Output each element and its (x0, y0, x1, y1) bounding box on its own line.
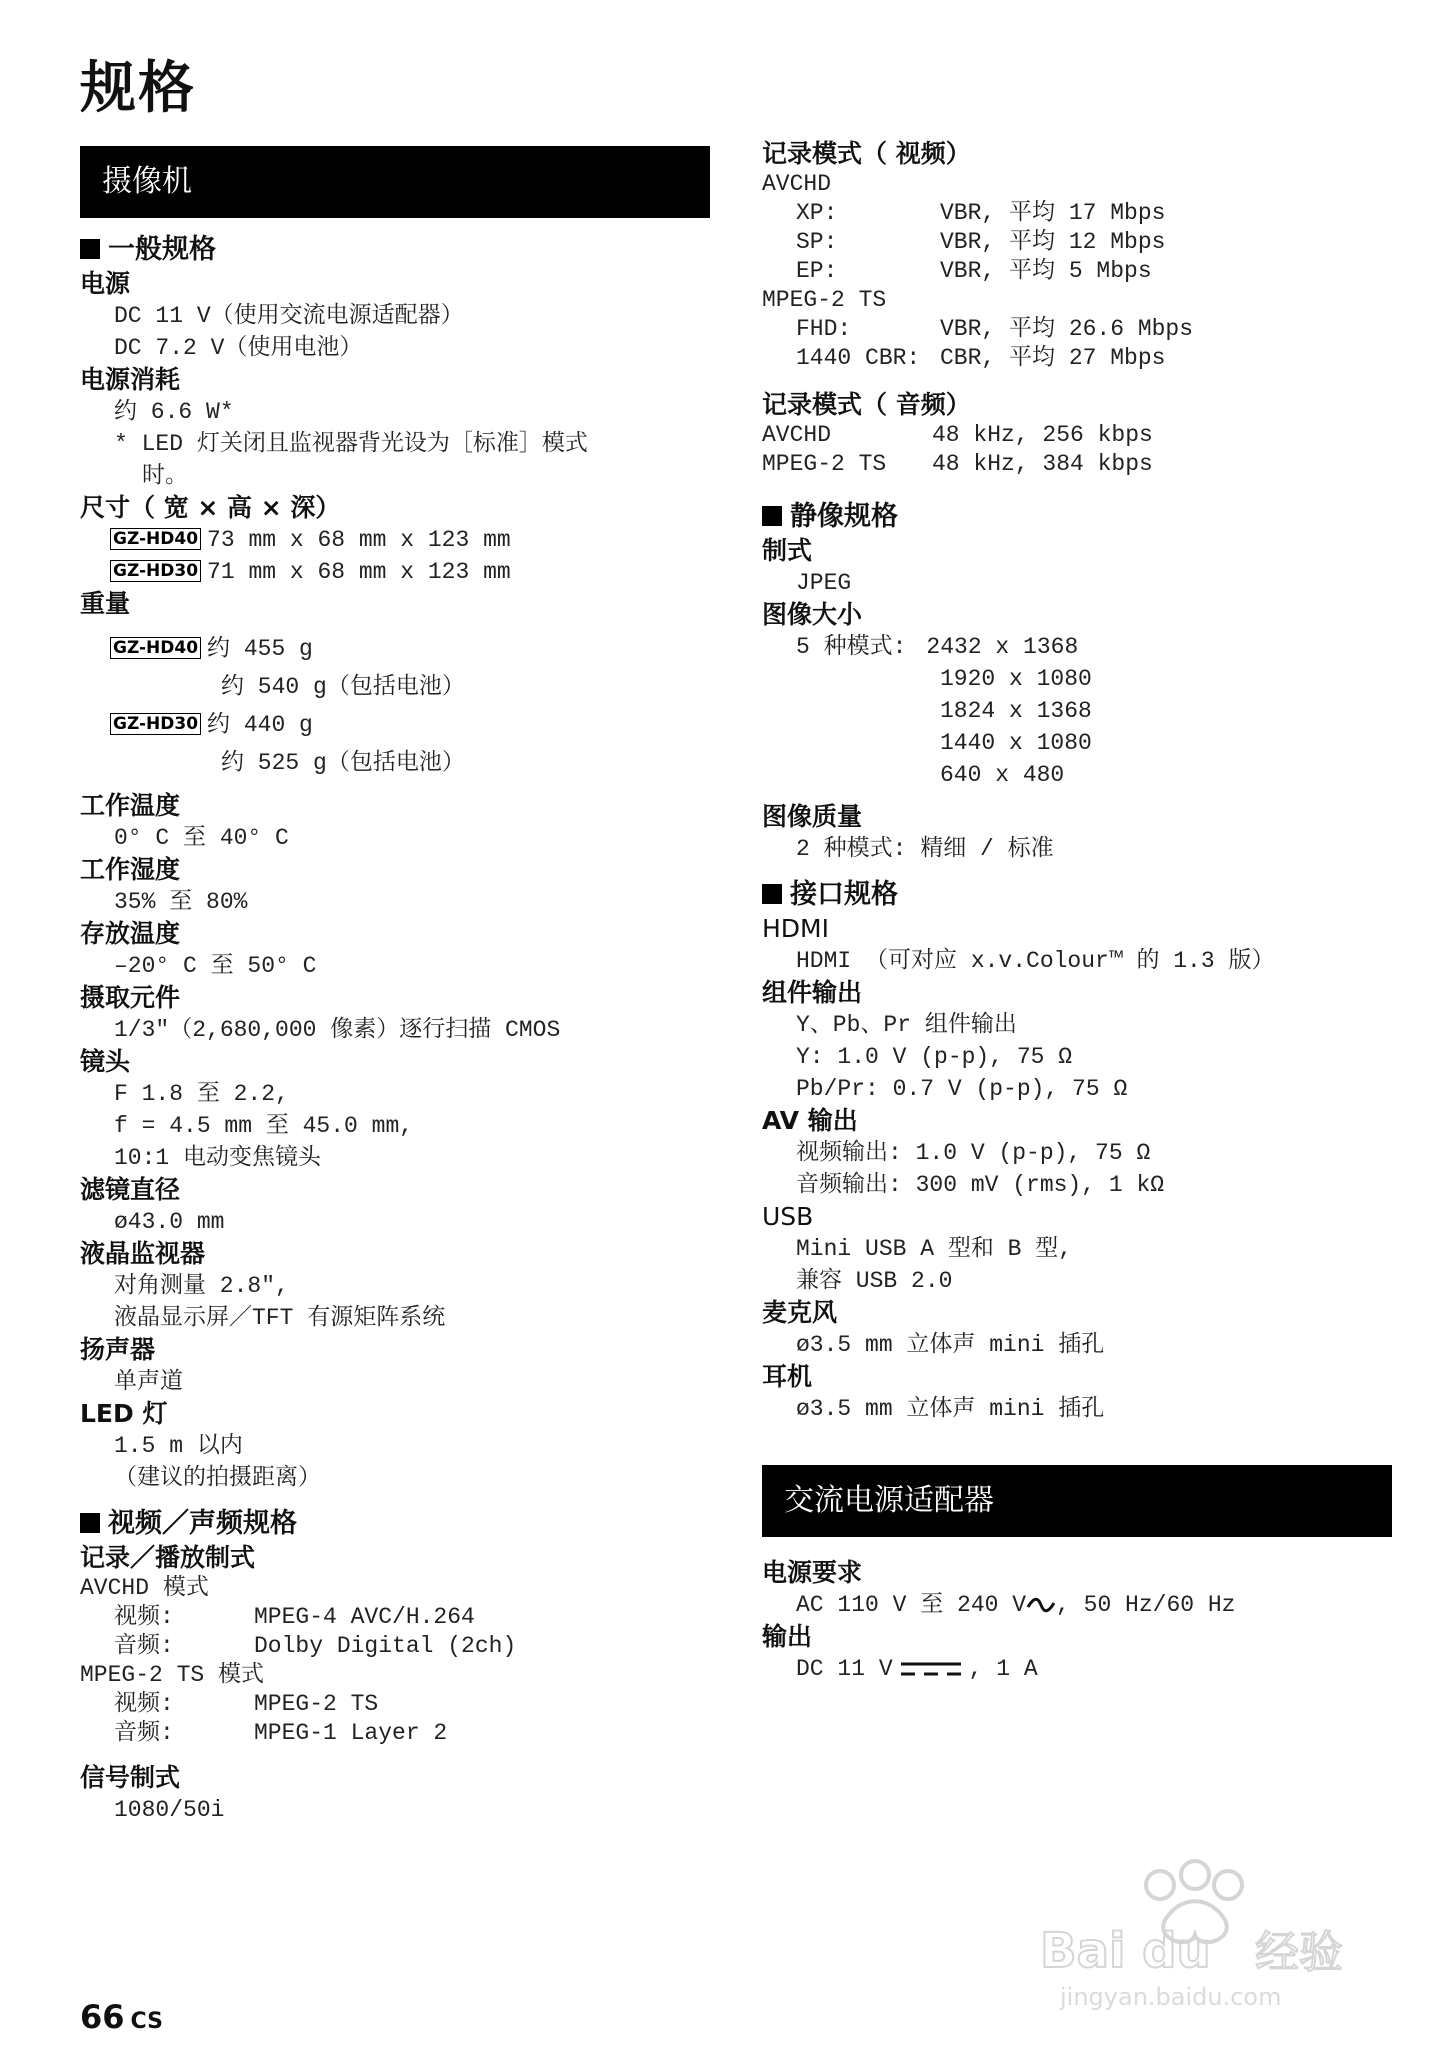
ra-row: MPEG-2 TS 48 kHz, 384 kbps (762, 451, 1153, 477)
size-row: 5 种模式: 2432 x 1368 (796, 634, 1079, 660)
op-humidity-value: 35% 至 80% (114, 889, 248, 915)
usb-value: 兼容 USB 2.0 (796, 1268, 953, 1294)
rv-row: EP: VBR, 平均 5 Mbps (796, 258, 1152, 284)
baidu-watermark-logo (1000, 1855, 1390, 2015)
rv-row: FHD: VBR, 平均 26.6 Mbps (796, 316, 1194, 342)
format-label: 制式 (762, 536, 813, 565)
lcd-label: 液晶监视器 (80, 1239, 206, 1268)
storage-temp-value: –20° C 至 50° C (114, 953, 317, 979)
consumption-note: * LED 灯关闭且监视器背光设为［标准］模式 (114, 431, 588, 457)
rv-mpeg: MPEG-2 TS (762, 287, 887, 313)
led-label: LED 灯 (80, 1399, 168, 1428)
av-out-label: AV 输出 (762, 1106, 858, 1135)
right-column (762, 138, 1392, 1685)
still-spec-heading: 静像规格 (762, 499, 1392, 535)
weight-hd40-with-battery: 约 540 g（包括电池） (221, 674, 465, 700)
filter-label: 滤镜直径 (80, 1175, 181, 1204)
rv-row: 1440 CBR: CBR, 平均 27 Mbps (796, 345, 1166, 371)
ac-req-label: 电源要求 (762, 1558, 863, 1587)
hdmi-value: HDMI （可对应 x.v.Colour™ 的 1.3 版） (796, 948, 1275, 974)
page-title: 规格 (80, 56, 196, 121)
consumption-label: 电源消耗 (80, 365, 181, 394)
component-value: Pb/Pr: 0.7 V (p-p), 75 Ω (796, 1076, 1128, 1102)
camera-banner: 摄像机 (80, 146, 710, 218)
square-bullet-icon (762, 884, 782, 904)
mic-label: 麦克风 (762, 1298, 838, 1327)
component-label: 组件输出 (762, 978, 863, 1007)
lens-value: 10:1 电动变焦镜头 (114, 1145, 322, 1171)
filter-value: ø43.0 mm (114, 1209, 225, 1235)
consumption-note-cont: 时。 (142, 463, 188, 489)
ac-adapter-banner: 交流电源适配器 (762, 1465, 1392, 1537)
op-humidity-label: 工作湿度 (80, 855, 181, 884)
dc-symbol-icon (899, 1659, 963, 1679)
dimensions-hd30: GZ-HD30 71 mm x 68 mm x 123 mm (80, 556, 710, 588)
av-out-value: 音频输出: 300 mV (rms), 1 kΩ (796, 1172, 1165, 1198)
rec-audio-label: 记录模式（ 音频） (762, 390, 971, 419)
led-value: （建议的拍摄距离） (114, 1465, 321, 1491)
storage-temp-label: 存放温度 (80, 919, 181, 948)
weight-hd40: GZ-HD40 约 455 g (80, 630, 710, 668)
model-tag-hd30: GZ-HD30 (110, 560, 201, 582)
mpeg-audio-row: 音频: MPEG-1 Layer 2 (114, 1720, 448, 1746)
svg-text:经验: 经验 (1255, 1927, 1343, 1978)
pickup-label: 摄取元件 (80, 983, 181, 1012)
model-tag-hd40: GZ-HD40 (110, 528, 201, 550)
rec-format-label: 记录／播放制式 (80, 1543, 256, 1572)
square-bullet-icon (762, 506, 782, 526)
lcd-value: 液晶显示屏／TFT 有源矩阵系统 (114, 1305, 446, 1331)
signal-value: 1080/50i (114, 1797, 225, 1823)
model-tag-hd30: GZ-HD30 (110, 713, 201, 735)
lcd-value: 对角测量 2.8", (114, 1273, 289, 1299)
square-bullet-icon (80, 1513, 100, 1533)
size-row: 1440 x 1080 (940, 730, 1092, 756)
square-bullet-icon (80, 239, 100, 259)
power-value: DC 11 V（使用交流电源适配器） (114, 303, 464, 329)
format-value: JPEG (796, 570, 852, 596)
speaker-label: 扬声器 (80, 1335, 156, 1364)
earphone-value: ø3.5 mm 立体声 mini 插孔 (796, 1396, 1105, 1422)
hdmi-label: HDMI (762, 914, 829, 943)
component-value: Y: 1.0 V (p-p), 75 Ω (796, 1044, 1073, 1070)
ac-out-value: DC 11 V , 1 A (796, 1656, 1038, 1682)
lens-value: F 1.8 至 2.2, (114, 1081, 289, 1107)
mpeg-video-row: 视频: MPEG-2 TS (114, 1691, 379, 1717)
svg-text:jingyan.baidu.com: jingyan.baidu.com (1060, 1983, 1282, 2011)
model-tag-hd40: GZ-HD40 (110, 637, 201, 659)
speaker-value: 单声道 (114, 1369, 183, 1395)
ac-wave-icon (1026, 1595, 1056, 1615)
rv-row: SP: VBR, 平均 12 Mbps (796, 229, 1166, 255)
general-spec-heading: 一般规格 (80, 232, 710, 268)
weight-hd30: GZ-HD30 约 440 g (80, 706, 710, 744)
size-label: 图像大小 (762, 600, 863, 629)
avchd-audio-row: 音频: Dolby Digital (2ch) (114, 1633, 517, 1659)
quality-value: 2 种模式: 精细 / 标准 (796, 836, 1054, 862)
weight-label: 重量 (80, 589, 131, 618)
ac-out-label: 输出 (762, 1622, 813, 1651)
size-row: 640 x 480 (940, 762, 1065, 788)
earphone-label: 耳机 (762, 1362, 813, 1391)
mic-value: ø3.5 mm 立体声 mini 插孔 (796, 1332, 1105, 1358)
avchd-mode: AVCHD 模式 (80, 1575, 209, 1601)
usb-value: Mini USB A 型和 B 型, (796, 1236, 1073, 1262)
lens-value: f = 4.5 mm 至 45.0 mm, (114, 1113, 414, 1139)
interface-spec-heading: 接口规格 (762, 877, 1392, 913)
op-temp-value: 0° C 至 40° C (114, 825, 289, 851)
power-label: 电源 (80, 269, 131, 298)
quality-label: 图像质量 (762, 802, 863, 831)
consumption-value: 约 6.6 W* (114, 399, 234, 425)
size-row: 1920 x 1080 (940, 666, 1092, 692)
rv-avchd: AVCHD (762, 171, 832, 197)
power-value: DC 7.2 V（使用电池） (114, 335, 363, 361)
av-spec-heading: 视频／声频规格 (80, 1506, 710, 1542)
mpeg-mode: MPEG-2 TS 模式 (80, 1662, 265, 1688)
op-temp-label: 工作温度 (80, 791, 181, 820)
ac-req-value: AC 110 V 至 240 V , 50 Hz/60 Hz (796, 1592, 1236, 1618)
avchd-video-row: 视频: MPEG-4 AVC/H.264 (114, 1604, 475, 1630)
pickup-value: 1/3"（2,680,000 像素）逐行扫描 CMOS (114, 1017, 561, 1043)
av-out-value: 视频输出: 1.0 V (p-p), 75 Ω (796, 1140, 1151, 1166)
dimensions-label: 尺寸（ 宽 × 高 × 深） (80, 493, 341, 522)
dimensions-hd40: GZ-HD40 73 mm x 68 mm x 123 mm (80, 524, 710, 556)
svg-text:Bai du: Bai du (1040, 1923, 1211, 1979)
usb-label: USB (762, 1202, 814, 1231)
ra-row: AVCHD 48 kHz, 256 kbps (762, 422, 1153, 448)
signal-label: 信号制式 (80, 1763, 181, 1792)
component-value: Y、Pb、Pr 组件输出 (796, 1012, 1017, 1038)
page-number: 66 CS (80, 1998, 163, 2036)
rec-video-label: 记录模式（ 视频） (762, 139, 971, 168)
led-value: 1.5 m 以内 (114, 1433, 243, 1459)
size-row: 1824 x 1368 (940, 698, 1092, 724)
rv-row: XP: VBR, 平均 17 Mbps (796, 200, 1166, 226)
left-column (80, 146, 710, 1826)
lens-label: 镜头 (80, 1047, 131, 1076)
weight-hd30-with-battery: 约 525 g（包括电池） (221, 750, 465, 776)
